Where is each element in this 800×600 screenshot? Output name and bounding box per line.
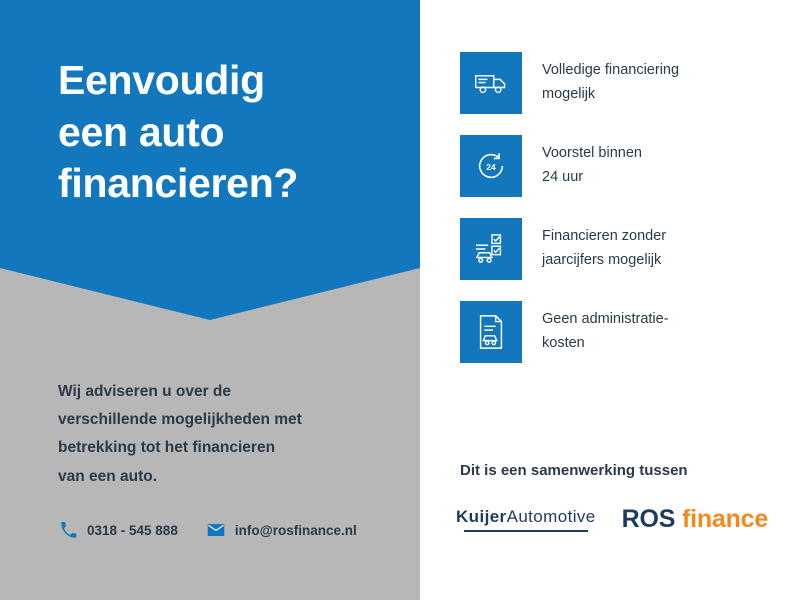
document-car-icon xyxy=(460,301,522,363)
phone-number: 0318 - 545 888 xyxy=(87,522,178,538)
partners-heading: Dit is een samenwerking tussen xyxy=(460,462,688,479)
intro-line-4: van een auto. xyxy=(58,467,158,485)
checklist-car-icon xyxy=(460,218,522,280)
usp-line-1: Financieren zonder xyxy=(542,228,667,245)
usp-text xyxy=(542,59,679,107)
kuijer-logo-text xyxy=(456,507,596,527)
contact-phone[interactable] xyxy=(58,520,178,540)
delivery-van-icon xyxy=(460,52,522,114)
usp-line-2: 24 uur xyxy=(542,169,584,185)
ros-logo-part1: ROS xyxy=(621,505,676,533)
phone-icon xyxy=(58,520,78,540)
ros-finance-logo[interactable] xyxy=(622,505,768,534)
headline-line-3: financieren? xyxy=(58,160,299,207)
envelope-icon xyxy=(206,520,226,540)
headline-line-1: Eenvoudig xyxy=(58,57,265,103)
list-item xyxy=(460,301,790,363)
usp-line-1: Volledige financiering xyxy=(542,62,680,79)
usp-line-1: Geen administratie- xyxy=(542,311,669,328)
intro-line-3: betrekking tot het financieren xyxy=(58,439,276,457)
usp-line-2: mogelijk xyxy=(542,86,596,102)
usp-text xyxy=(542,225,666,273)
24-hour-clock-icon xyxy=(460,135,522,197)
usp-line-2: kosten xyxy=(542,335,585,351)
intro-paragraph xyxy=(58,378,378,491)
usp-line-1: Voorstel binnen xyxy=(542,145,642,162)
right-panel xyxy=(420,0,800,600)
usp-list xyxy=(460,52,790,384)
kuijer-automotive-logo[interactable] xyxy=(456,507,596,532)
kuijer-logo-part1: Kuijer xyxy=(456,507,507,526)
partner-logos xyxy=(456,505,768,534)
ros-logo-part2: finance xyxy=(681,505,769,533)
list-item xyxy=(460,218,790,280)
email-address: info@rosfinance.nl xyxy=(234,522,357,538)
usp-text xyxy=(542,142,642,190)
list-item xyxy=(460,135,790,197)
list-item xyxy=(460,52,790,114)
kuijer-logo-underline xyxy=(464,530,588,532)
usp-line-2: jaarcijfers mogelijk xyxy=(542,252,662,268)
intro-line-2: verschillende mogelijkheden met xyxy=(58,411,302,429)
svg-text:24: 24 xyxy=(486,161,496,172)
headline-line-2: een auto xyxy=(58,108,225,155)
contact-row xyxy=(58,520,385,540)
contact-email[interactable] xyxy=(206,520,357,540)
page-title xyxy=(58,55,398,210)
kuijer-logo-part2: Automotive xyxy=(506,507,596,526)
usp-text xyxy=(542,308,669,356)
intro-line-1: Wij adviseren u over de xyxy=(58,383,232,400)
